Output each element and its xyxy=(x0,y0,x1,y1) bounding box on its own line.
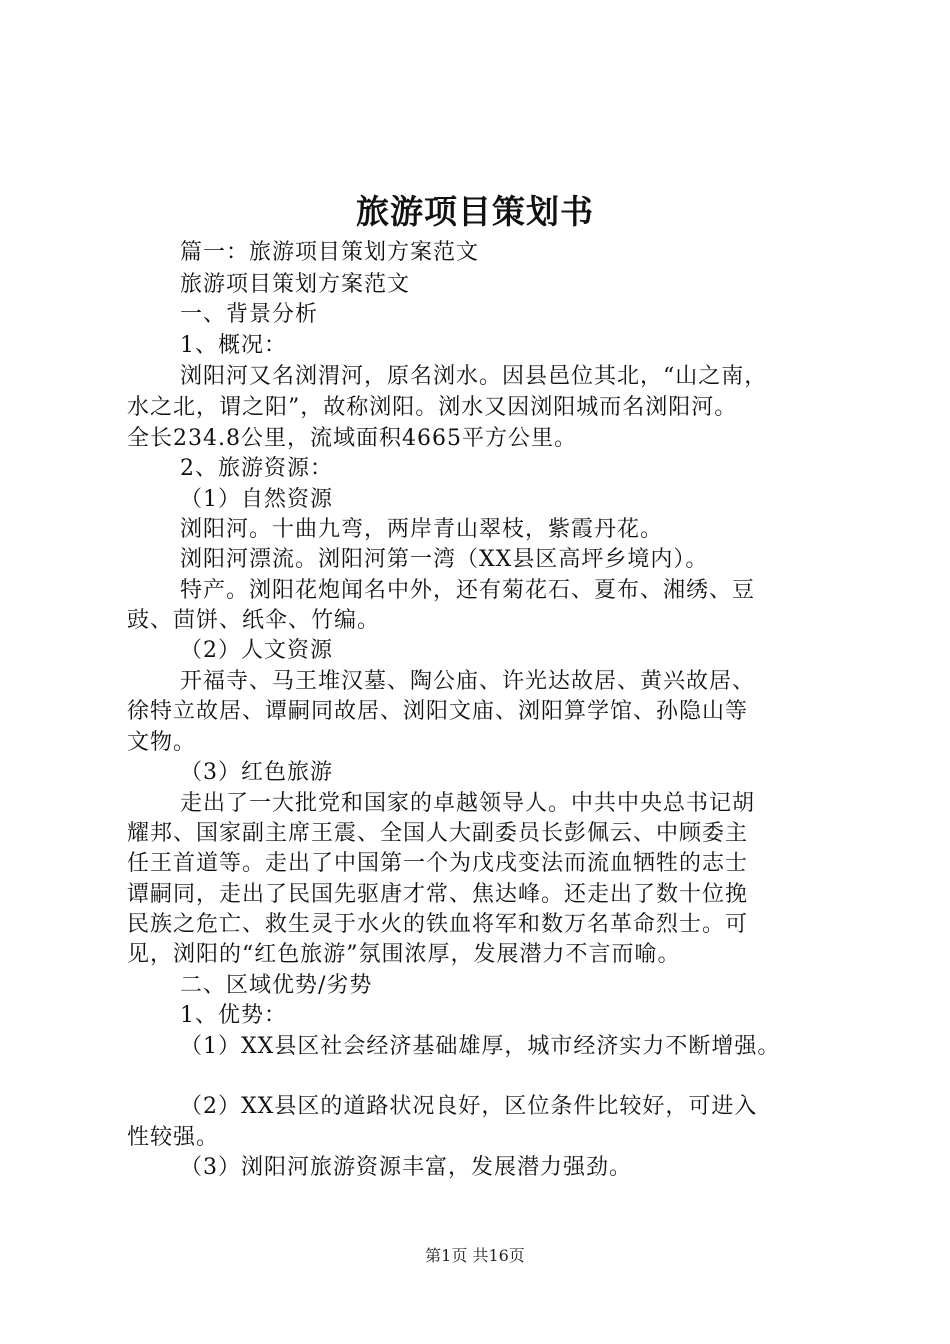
text-line: 水之北，谓之阳”，故称浏阳。浏水又因浏阳城而名浏阳河。 xyxy=(127,395,738,420)
text-line: 1、优势： xyxy=(180,1003,287,1028)
text-line: 浏阳河。十曲九弯，两岸青山翠枝，紫霞丹花。 xyxy=(180,517,664,542)
text-line: 耀邦、国家副主席王震、全国人大副委员长彭佩云、中顾委主 xyxy=(127,821,749,846)
text-line: （1）自然资源 xyxy=(180,487,333,512)
document-title: 旅游项目策划书 xyxy=(356,192,594,231)
text-line: 徐特立故居、谭嗣同故居、浏阳文庙、浏阳算学馆、孙隐山等 xyxy=(127,699,749,724)
text-line: 民族之危亡、救生灵于水火的铁血将军和数万名革命烈士。可 xyxy=(127,912,749,937)
text-line: 二、区域优势/劣势 xyxy=(180,973,373,998)
text-line: 走出了一大批党和国家的卓越领导人。中共中央总书记胡 xyxy=(180,791,756,816)
text-line: 见，浏阳的“红色旅游”氛围浓厚，发展潜力不言而喻。 xyxy=(127,942,681,967)
text-line: （3）红色旅游 xyxy=(180,760,333,785)
text-line: 2、旅游资源： xyxy=(180,456,333,481)
text-line: 浏阳河又名浏渭河，原名浏水。因县邑位其北，“山之南， xyxy=(180,364,768,389)
text-line: 豉、茴饼、纸伞、竹编。 xyxy=(127,608,381,633)
text-line: 性较强。 xyxy=(127,1125,220,1150)
text-line: 一、背景分析 xyxy=(180,302,319,327)
text-line: （1）XX县区社会经济基础雄厚，城市经济实力不断增强。 xyxy=(180,1034,781,1059)
text-line: （2）XX县区的道路状况良好，区位条件比较好，可进入 xyxy=(180,1094,758,1119)
text-line: 1、概况： xyxy=(180,333,287,358)
text-line: 特产。浏阳花炮闻名中外，还有菊花石、夏布、湘绣、豆 xyxy=(180,578,756,603)
text-line: 文物。 xyxy=(127,730,197,755)
text-line: 谭嗣同，走出了民国先驱唐才常、焦达峰。还走出了数十位挽 xyxy=(127,882,749,907)
text-line: 浏阳河漂流。浏阳河第一湾（XX县区高坪乡境内）。 xyxy=(180,547,709,572)
text-line: （3）浏阳河旅游资源丰富，发展潜力强劲。 xyxy=(180,1155,632,1180)
text-line: 篇一：旅游项目策划方案范文 xyxy=(180,240,480,265)
text-line: 旅游项目策划方案范文 xyxy=(180,272,411,297)
text-line: 全长234.8公里，流域面积4665平方公里。 xyxy=(127,426,577,451)
text-line: （2）人文资源 xyxy=(180,638,333,663)
text-line: 开福寺、马王堆汉墓、陶公庙、许光达故居、黄兴故居、 xyxy=(180,669,756,694)
text-line: 任王首道等。走出了中国第一个为戊戌变法而流血牺牲的志士 xyxy=(127,851,749,876)
page-footer: 第1页 共16页 xyxy=(425,1246,525,1265)
